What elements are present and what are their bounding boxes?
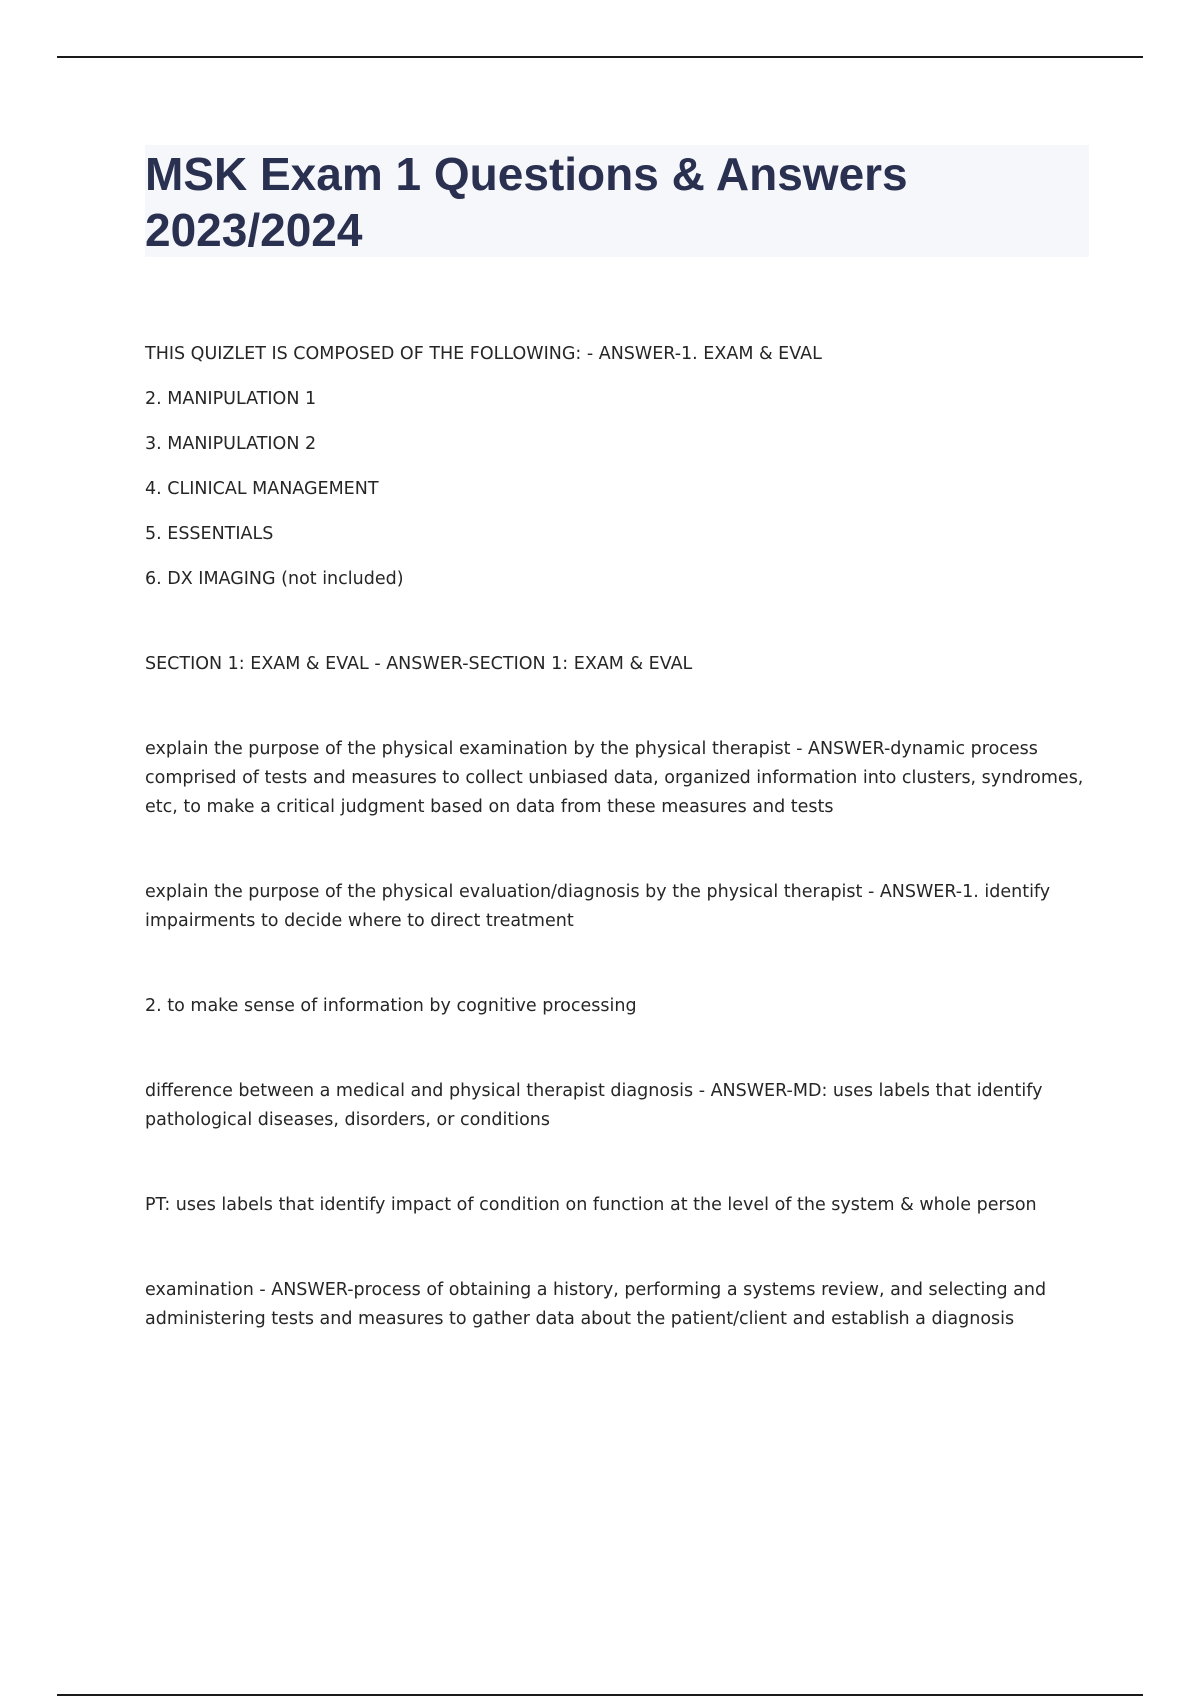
document-title: MSK Exam 1 Questions & Answers 2023/2024 (145, 148, 908, 256)
qa-paragraph: explain the purpose of the physical evaluation/diagnosis by the physical therapist - ANSWER-1. identify impairments to decide where to direct treatment (145, 882, 1051, 931)
section-heading: SECTION 1: EXAM & EVAL - ANSWER-SECTION 1: EXAM & EVAL (145, 654, 693, 674)
toc-item: 6. DX IMAGING (not included) (145, 569, 404, 589)
toc-item: 2. MANIPULATION 1 (145, 389, 317, 409)
toc-item: 3. MANIPULATION 2 (145, 434, 317, 454)
qa-paragraph: explain the purpose of the physical examination by the physical therapist - ANSWER-dynamic process comprised of tests and measures to collect unbiased data, organized information into clusters, syndromes, etc, to make a critical judgment based on data from these measures and tests (145, 739, 1084, 817)
qa-paragraph: examination - ANSWER-process of obtaining a history, performing a systems review, and selecting and administering tests and measures to gather data about the patient/client and establish a diagnosis (145, 1280, 1047, 1329)
qa-paragraph: PT: uses labels that identify impact of condition on function at the level of the system & whole person (145, 1195, 1037, 1215)
bottom-rule (57, 1694, 1143, 1696)
qa-paragraph: difference between a medical and physical therapist diagnosis - ANSWER-MD: uses labels that identify pathological diseases, disorders, or conditions (145, 1081, 1043, 1130)
toc-item: 5. ESSENTIALS (145, 524, 274, 544)
intro-line: THIS QUIZLET IS COMPOSED OF THE FOLLOWING: - ANSWER-1. EXAM & EVAL (145, 344, 822, 364)
qa-paragraph: 2. to make sense of information by cognitive processing (145, 996, 637, 1016)
toc-item: 4. CLINICAL MANAGEMENT (145, 479, 379, 499)
document-body (145, 340, 1085, 1334)
top-rule (57, 56, 1143, 58)
